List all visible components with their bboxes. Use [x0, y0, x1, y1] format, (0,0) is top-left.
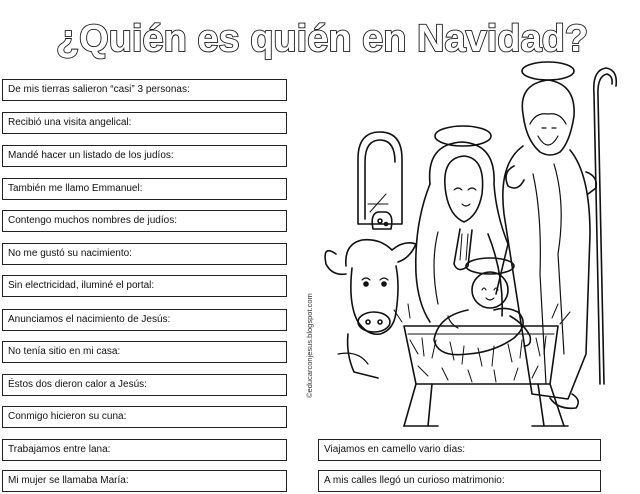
title-text: ¿Quién es quién en Navidad? [55, 18, 589, 60]
clue-box[interactable]: De mis tierras salieron “casi” 3 personas: [2, 79, 287, 101]
clue-box[interactable]: Trabajamos entre lana: [2, 439, 287, 461]
credit-text: ©educarconjesus.blogspot.com [305, 293, 314, 398]
clue-box[interactable]: Recibió una visita angelical: [2, 112, 287, 134]
nativity-illustration [318, 54, 628, 434]
clue-box[interactable]: Anunciamos el nacimiento de Jesús: [2, 309, 287, 331]
clue-box[interactable]: Conmigo hicieron su cuna: [2, 406, 287, 428]
clue-box[interactable]: También me llamo Emmanuel: [2, 178, 287, 200]
clue-box[interactable]: No me gustó su nacimiento: [2, 243, 287, 265]
clue-box[interactable]: Mi mujer se llamaba María: [2, 470, 287, 492]
clue-box[interactable]: Viajamos en camello vario días: [318, 439, 601, 461]
clue-box[interactable]: A mis calles llegó un curioso matrimonio: [318, 470, 601, 492]
clue-box[interactable]: Mandé hacer un listado de los judíos: [2, 145, 287, 167]
clue-box[interactable]: Sin electricidad, iluminé el portal: [2, 275, 287, 297]
clue-box[interactable]: No tenía sitio en mi casa: [2, 341, 287, 363]
clue-box[interactable]: Contengo muchos nombres de judíos: [2, 210, 287, 232]
clue-box[interactable]: Éstos dos dieron calor a Jesús: [2, 374, 287, 396]
